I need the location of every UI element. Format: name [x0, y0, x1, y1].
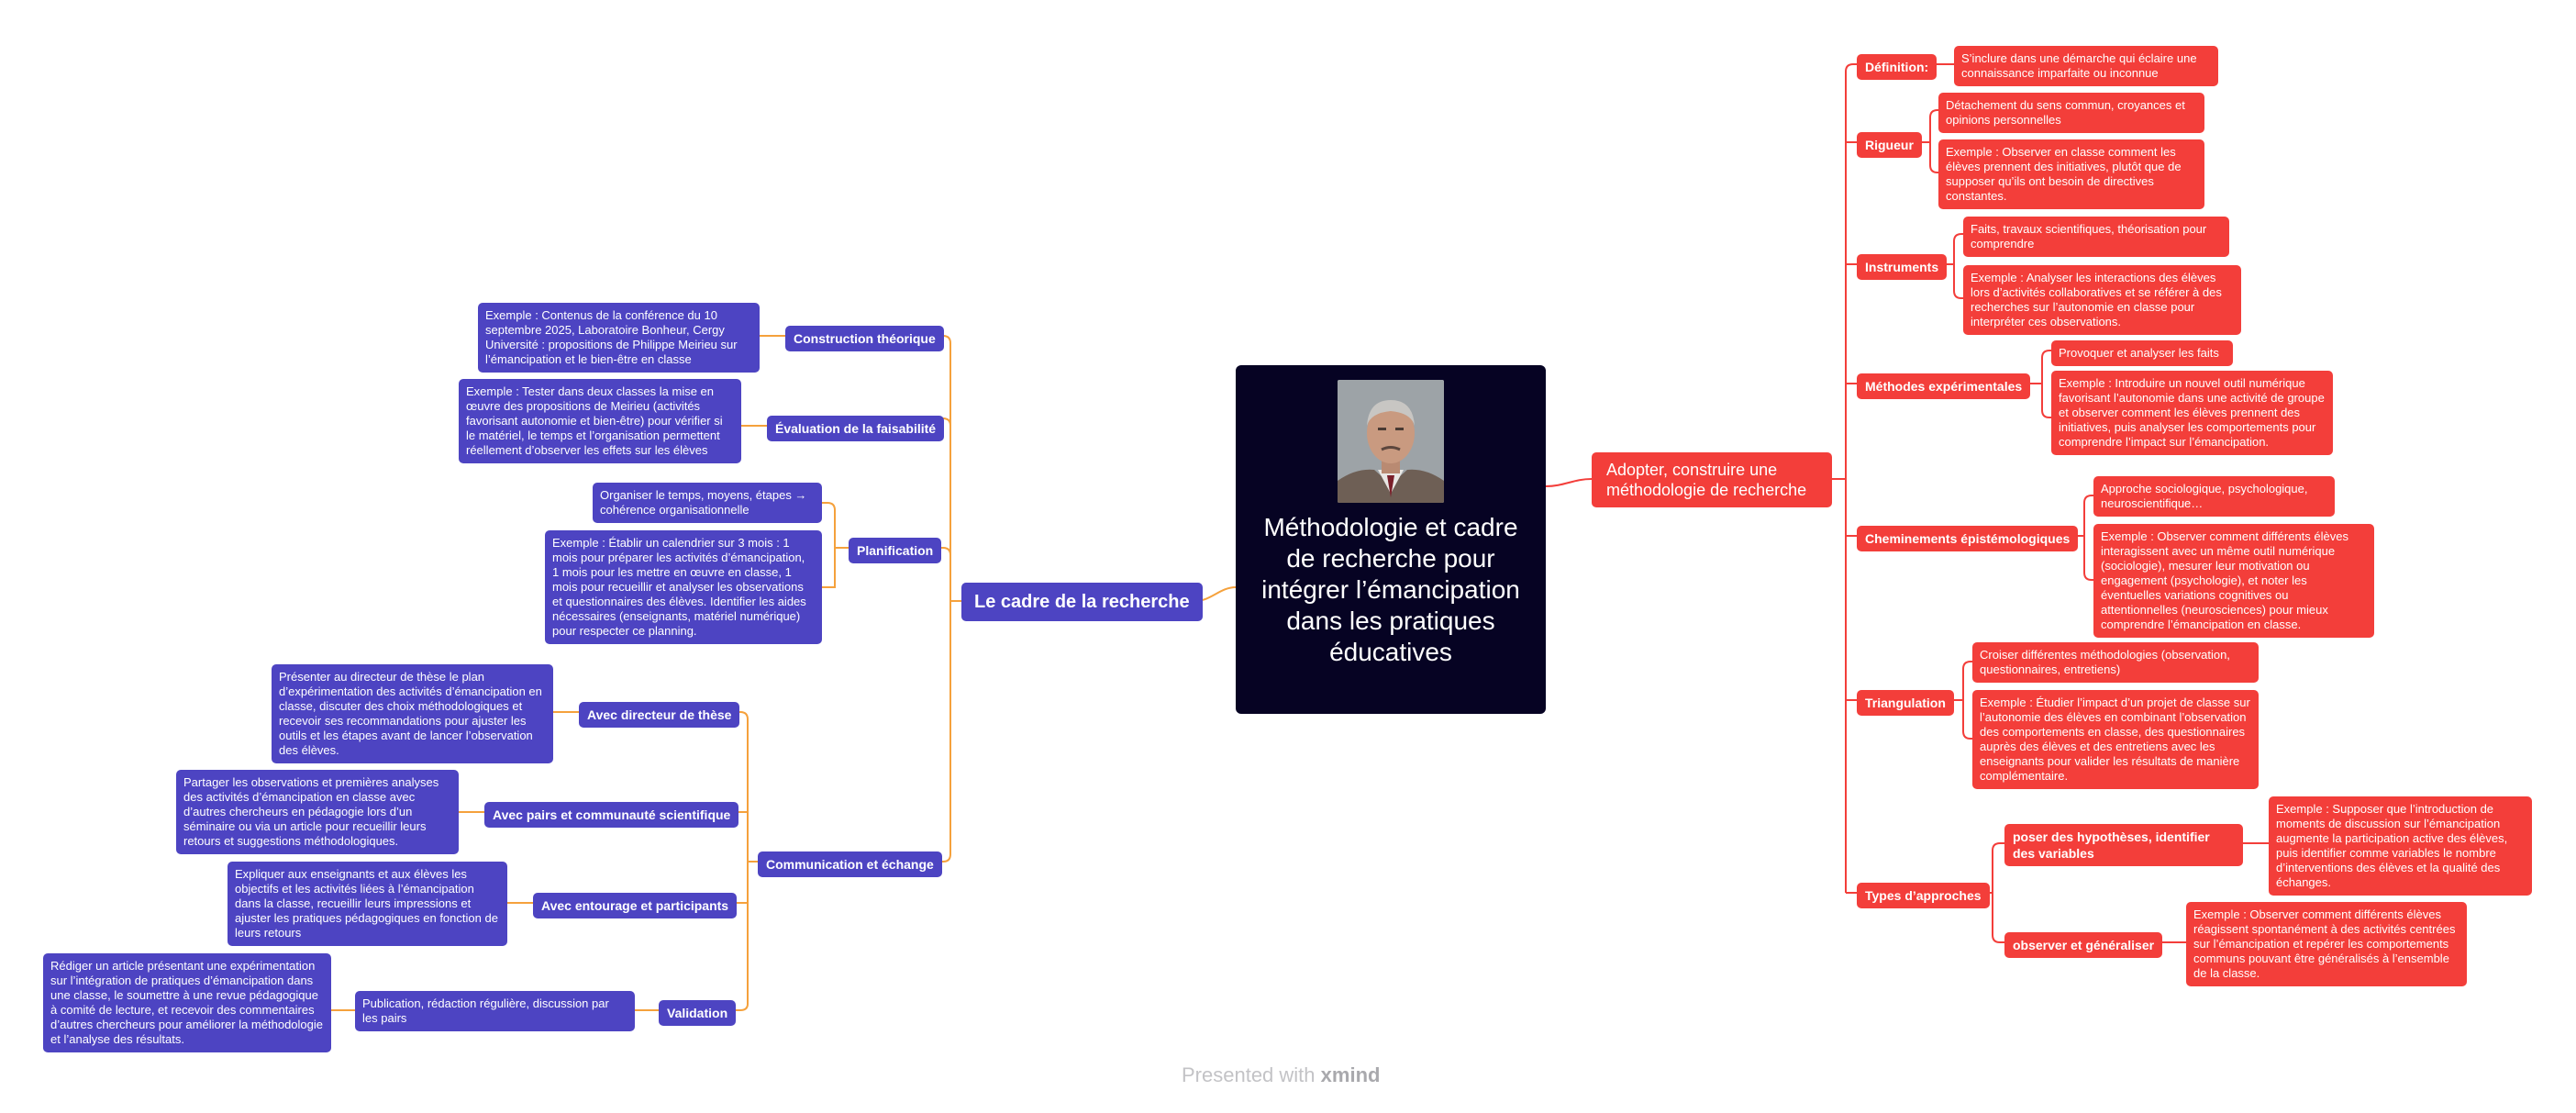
branch-cadre-recherche[interactable]: Le cadre de la recherche	[961, 583, 1203, 621]
planification-item[interactable]: Organiser le temps, moyens, étapes → cohérence organisationnelle	[593, 483, 822, 523]
topic-evaluation-faisabilite[interactable]: Évaluation de la faisabilité	[767, 416, 944, 441]
validation-item[interactable]: Publication, rédaction régulière, discussion par les pairs	[355, 991, 635, 1031]
faisabilite-example[interactable]: Exemple : Tester dans deux classes la mise en œuvre des propositions de Meirieu (activités favorisant autonomie et bien-être) pour vérifier si le matériel, le temps et l’organisation permettent réellement d’observer les effets sur les élèves	[459, 379, 741, 463]
topic-triangulation[interactable]: Triangulation	[1857, 690, 1954, 716]
hypotheses-text[interactable]: Exemple : Supposer que l’introduction de moments de discussion sur l’émancipation augmente la participation active des élèves, puis identifier comme variables le nombre d’interventions des élèves et la qualité des échanges.	[2269, 796, 2532, 896]
footer-prefix: Presented with	[1182, 1063, 1316, 1086]
topic-definition[interactable]: Définition:	[1857, 54, 1937, 80]
topic-poser-hypotheses[interactable]: poser des hypothèses, identifier des variables	[2004, 824, 2243, 866]
topic-directeur-these[interactable]: Avec directeur de thèse	[579, 702, 739, 728]
observer-text[interactable]: Exemple : Observer comment différents élèves réagissent spontanément à des activités centrées sur l’émancipation et repérer les comportements communs pouvant être généralisés à l’ensemble de la classe.	[2186, 902, 2467, 986]
topic-rigueur[interactable]: Rigueur	[1857, 132, 1922, 158]
topic-instruments[interactable]: Instruments	[1857, 254, 1947, 280]
presented-with-footer[interactable]	[1182, 1063, 1380, 1087]
planification-example[interactable]: Exemple : Établir un calendrier sur 3 mois : 1 mois pour préparer les activités d’émancipation, 1 mois pour les mettre en œuvre en classe, 1 mois pour recueillir et analyser les observations et questionnaires des élèves. Identifier les aides nécessaires (enseignants, matériel numérique) pour respecter ce planning.	[545, 530, 822, 644]
topic-validation[interactable]: Validation	[659, 1000, 736, 1026]
branch-methodologie[interactable]: Adopter, construire une méthodologie de recherche	[1592, 452, 1832, 507]
entourage-text[interactable]: Expliquer aux enseignants et aux élèves les objectifs et les activités liées à l’émancipation dans la classe, recueillir leurs impressions et ajuster les pratiques pédagogiques en fonction de leurs retours	[228, 862, 507, 946]
topic-cheminements-epistemologiques[interactable]: Cheminements épistémologiques	[1857, 526, 2078, 551]
topic-methodes-experimentales[interactable]: Méthodes expérimentales	[1857, 373, 2030, 399]
central-title: Méthodologie et cadre de recherche pour intégrer l’émancipation dans les pratiques éducatives	[1261, 513, 1520, 666]
instruments-text-1[interactable]: Faits, travaux scientifiques, théorisation pour comprendre	[1963, 217, 2229, 257]
cheminements-text-1[interactable]: Approche sociologique, psychologique, neuroscientifique…	[2093, 476, 2335, 517]
directeur-text[interactable]: Présenter au directeur de thèse le plan d’expérimentation des activités d’émancipation en classe, discuter des choix méthodologiques et recevoir ses recommandations pour ajuster les outils et les étapes avant de lancer l’observation des élèves.	[272, 664, 553, 763]
pairs-text[interactable]: Partager les observations et premières analyses des activités d’émancipation en classe avec d’autres chercheurs en pédagogie lors d’un séminaire ou via un article pour recueillir leurs retours et suggestions méthodologiques.	[176, 770, 459, 854]
author-portrait	[1338, 380, 1444, 503]
triangulation-text-1[interactable]: Croiser différentes méthodologies (observation, questionnaires, entretiens)	[1972, 642, 2259, 683]
instruments-text-2[interactable]: Exemple : Analyser les interactions des élèves lors d’activités collaboratives et se référer à des recherches sur l’autonomie en classe pour interpréter ces observations.	[1963, 265, 2241, 335]
topic-construction-theorique[interactable]: Construction théorique	[785, 326, 944, 351]
definition-text[interactable]: S’inclure dans une démarche qui éclaire une connaissance imparfaite ou inconnue	[1954, 46, 2218, 86]
topic-planification[interactable]: Planification	[849, 538, 941, 563]
cheminements-text-2[interactable]: Exemple : Observer comment différents élèves interagissent avec un même outil numérique (sociologie), mesurer leur motivation ou engagement (psychologie), et noter les éventuelles variations cognitives ou attentionnelles (neurosciences) pour mieux comprendre l’émancipation en classe.	[2093, 524, 2374, 638]
rigueur-text-1[interactable]: Détachement du sens commun, croyances et opinions personnelles	[1938, 93, 2204, 133]
construction-example[interactable]: Exemple : Contenus de la conférence du 10 septembre 2025, Laboratoire Bonheur, Cergy Université : propositions de Philippe Meirieu sur l’émancipation et le bien-être en classe	[478, 303, 760, 373]
topic-entourage-participants[interactable]: Avec entourage et participants	[533, 893, 737, 918]
validation-text[interactable]: Rédiger un article présentant une expérimentation sur l’intégration de pratiques d’émancipation dans une classe, le soumettre à une revue pédagogique à comité de lecture, et recevoir des commentaires d’autres chercheurs pour améliorer la méthodologie et l’analyse des résultats.	[43, 953, 331, 1052]
methodes-text-2[interactable]: Exemple : Introduire un nouvel outil numérique favorisant l’autonomie dans une activité de groupe et observer comment les élèves prennent des initiatives, puis analyser les comportements pour comprendre l’impact sur l’émancipation.	[2051, 371, 2333, 455]
topic-pairs-communaute[interactable]: Avec pairs et communauté scientifique	[484, 802, 738, 828]
footer-brand: xmind	[1320, 1063, 1381, 1086]
triangulation-text-2[interactable]: Exemple : Étudier l’impact d’un projet de classe sur l’autonomie des élèves en combinant l’observation des comportements en classe, des questionnaires auprès des élèves et des entretiens avec les enseignants pour valider les résultats de manière complémentaire.	[1972, 690, 2259, 789]
methodes-text-1[interactable]: Provoquer et analyser les faits	[2051, 340, 2233, 366]
central-topic[interactable]	[1236, 365, 1546, 714]
topic-observer-generaliser[interactable]: observer et généraliser	[2004, 932, 2162, 958]
topic-types-approches[interactable]: Types d’approches	[1857, 883, 1990, 908]
topic-communication-echange[interactable]: Communication et échange	[758, 851, 942, 877]
rigueur-text-2[interactable]: Exemple : Observer en classe comment les élèves prennent des initiatives, plutôt que de supposer qu’ils ont besoin de directives constantes.	[1938, 139, 2204, 209]
